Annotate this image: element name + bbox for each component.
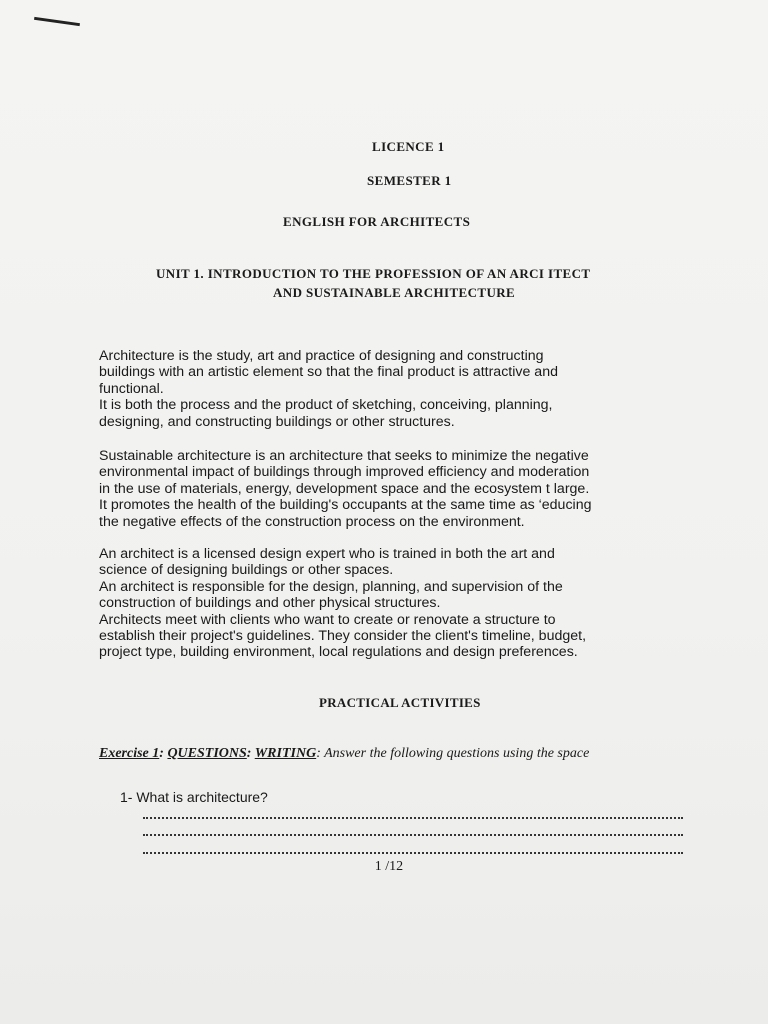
architect-definition-paragraph [99,546,689,661]
text-line: in the use of materials, energy, development space and the ecosystem t large. [99,480,590,497]
separator: : [159,746,168,761]
licence-heading: LICENCE 1 [372,139,445,154]
question-1: 1- What is architecture? [120,789,268,805]
answer-line [143,851,683,854]
practical-activities-heading: PRACTICAL ACTIVITIES [319,695,481,710]
questions-label: QUESTIONS [167,746,247,761]
exercise-1-instruction [99,745,689,763]
text-line: It promotes the health of the building's occupants at the same time as ‘educing [99,497,592,514]
text-line: designing, and constructing buildings or other structures. [99,413,455,430]
exercise-label: Exercise 1 [99,746,160,761]
text-line: environmental impact of buildings through improved efficiency and moderation [99,464,590,481]
text-line: science of designing buildings or other spaces. [99,562,394,579]
unit-title-line-1: UNIT 1. INTRODUCTION TO THE PROFESSION OF AN ARCI ITECT [156,266,591,281]
architecture-definition-paragraph [99,348,689,430]
pen-mark [34,17,80,26]
instruction-text: : Answer the following questions using the space [316,746,590,761]
text-line: Architects meet with clients who want to create or renovate a structure to [99,611,556,628]
unit-title-line-2: AND SUSTAINABLE ARCHITECTURE [273,285,516,300]
text-line: project type, building environment, local regulations and design preferences. [99,644,578,661]
text-line: construction of buildings and other physical structures. [99,595,441,612]
text-line: It is both the process and the product of sketching, conceiving, planning, [99,397,553,414]
text-line: buildings with an artistic element so that the final product is attractive and [99,364,558,381]
writing-label: WRITING [254,746,317,761]
course-title: ENGLISH FOR ARCHITECTS [283,214,471,229]
text-line: Architecture is the study, art and practice of designing and constructing [99,348,544,364]
text-line: establish their project's guidelines. They consider the client's timeline, budget, [99,628,587,645]
sustainable-architecture-paragraph [99,448,689,530]
text-line: Sustainable architecture is an architecture that seeks to minimize the negative [99,448,589,464]
answer-line [143,833,683,836]
semester-heading: SEMESTER 1 [367,173,452,188]
text-line: An architect is a licensed design expert who is trained in both the art and [99,546,555,562]
separator: : [246,746,255,761]
answer-line [143,816,683,819]
text-line: the negative effects of the construction process on the environment. [99,513,525,530]
text-line: An architect is responsible for the design, planning, and supervision of the [99,578,563,595]
page-number: 1 /12 [374,859,404,874]
text-line: functional. [99,380,164,397]
